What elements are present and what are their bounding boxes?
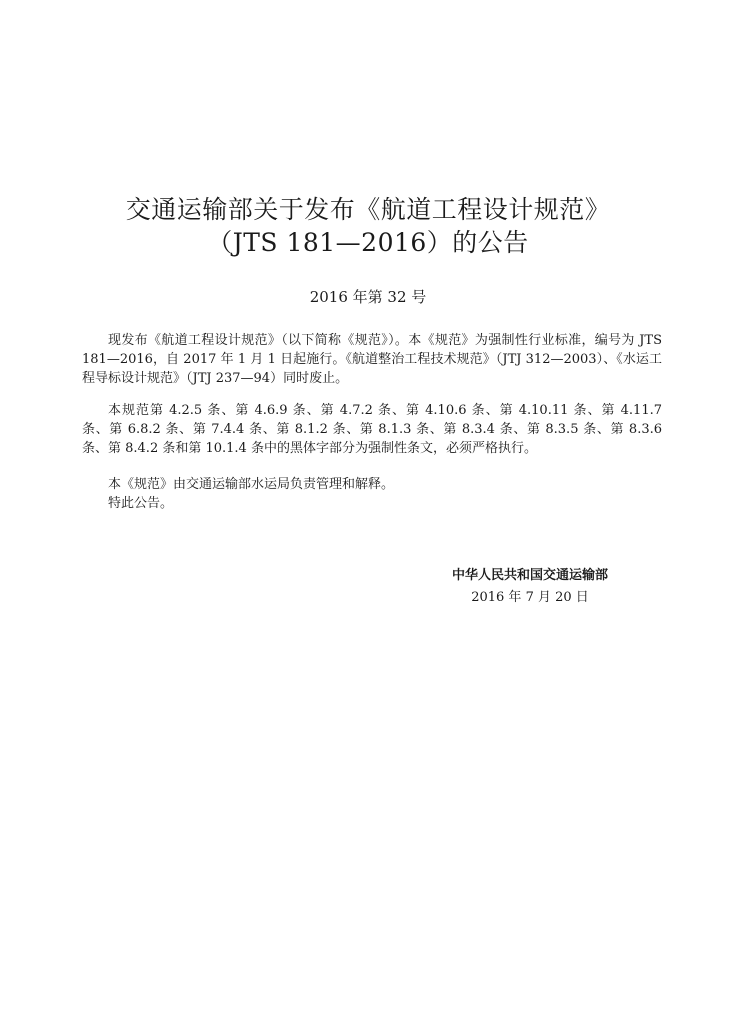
notice-title-line2: （JTS 181—2016）的公告 <box>207 228 529 257</box>
signature-date: 2016 年 7 月 20 日 <box>471 590 589 605</box>
paragraph-administration <box>82 475 662 494</box>
paragraph-mandatory-clauses <box>82 401 662 458</box>
paragraph-text: 现发布《航道工程设计规范》（以下简称《规范》）。本《规范》为强制性行业标准，编号为 JTS 181—2016，自 2017 年 1 月 1 日起施行。《航道整治工程技术规范》（JTJ 312—2003）、《水运工程导标设计规范》（JTJ 237—94）同时废止。 <box>82 333 662 386</box>
paragraph-announcement <box>82 331 662 388</box>
paragraph-text: 特此公告。 <box>108 496 174 511</box>
signature-organization: 中华人民共和国交通运输部 <box>451 568 608 583</box>
notice-title-line1: 交通运输部关于发布《航道工程设计规范》 <box>125 195 611 224</box>
paragraph-text: 本规范第 4.2.5 条、第 4.6.9 条、第 4.7.2 条、第 4.10.6 条、第 4.10.11 条、第 4.11.7 条、第 6.8.2 条、第 7.4.4 条、第 8.1.2 条、第 8.1.3 条、第 8.3.4 条、第 8.3.5 条、第 8.3.6 条、第 8.4.2 条和第 10.1.4 条中的黑体字部分为强制性条文，必须严格执行。 <box>82 403 662 456</box>
document-number: 2016 年第 32 号 <box>309 288 427 306</box>
paragraph-closing <box>82 494 662 513</box>
paragraph-text: 本《规范》由交通运输部水运局负责管理和解释。 <box>108 477 395 492</box>
